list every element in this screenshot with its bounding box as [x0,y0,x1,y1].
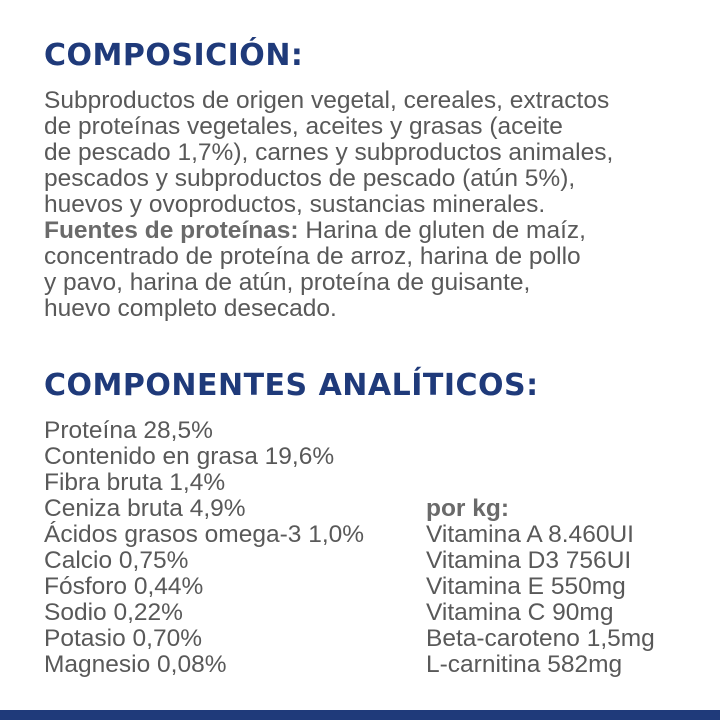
fuentes-line: concentrado de proteína de arroz, harina de pollo [44,243,581,270]
por-kg-label: por kg: [426,495,510,522]
composicion-line: de proteínas vegetales, aceites y grasas (aceite [44,113,563,140]
footer-bar [0,710,720,720]
composicion-line: de pescado 1,7%), carnes y subproductos animales, [44,139,614,166]
fuentes-line: huevo completo desecado. [44,295,337,322]
analiticos-heading: COMPONENTES ANALÍTICOS: [44,368,539,403]
composicion-line: pescados y subproductos de pescado (atún 5%), [44,165,576,192]
analitico-item: Fibra bruta 1,4% [44,469,226,496]
analitico-item: Ceniza bruta 4,9% [44,495,246,522]
vitamina-item: L-carnitina 582mg [426,651,623,678]
analiticos-list [44,418,364,678]
vitamina-item: Beta-caroteno 1,5mg [426,625,655,652]
vitamina-item: Vitamina E 550mg [426,573,626,600]
analitico-item: Contenido en grasa 19,6% [44,443,335,470]
vitaminas-list [426,496,655,678]
analitico-item: Magnesio 0,08% [44,651,227,678]
analitico-item: Fósforo 0,44% [44,573,204,600]
composicion-line: Subproductos de origen vegetal, cereales, extractos [44,87,610,114]
fuentes-line [44,218,704,244]
vitamina-item: Vitamina A 8.460UI [426,521,634,548]
analitico-item: Sodio 0,22% [44,599,183,626]
composicion-text [44,88,704,322]
fuentes-label: Fuentes de proteínas: [44,217,299,244]
analitico-item: Calcio 0,75% [44,547,189,574]
composicion-heading: COMPOSICIÓN: [44,38,304,73]
fuentes-text: Harina de gluten de maíz, [298,217,586,244]
fuentes-line: y pavo, harina de atún, proteína de guisante, [44,269,531,296]
analitico-item: Potasio 0,70% [44,625,202,652]
vitamina-item: Vitamina C 90mg [426,599,614,626]
analitico-item: Proteína 28,5% [44,417,213,444]
composicion-line: huevos y ovoproductos, sustancias minerales. [44,191,546,218]
analitico-item: Ácidos grasos omega-3 1,0% [44,521,365,548]
vitamina-item: Vitamina D3 756UI [426,547,632,574]
